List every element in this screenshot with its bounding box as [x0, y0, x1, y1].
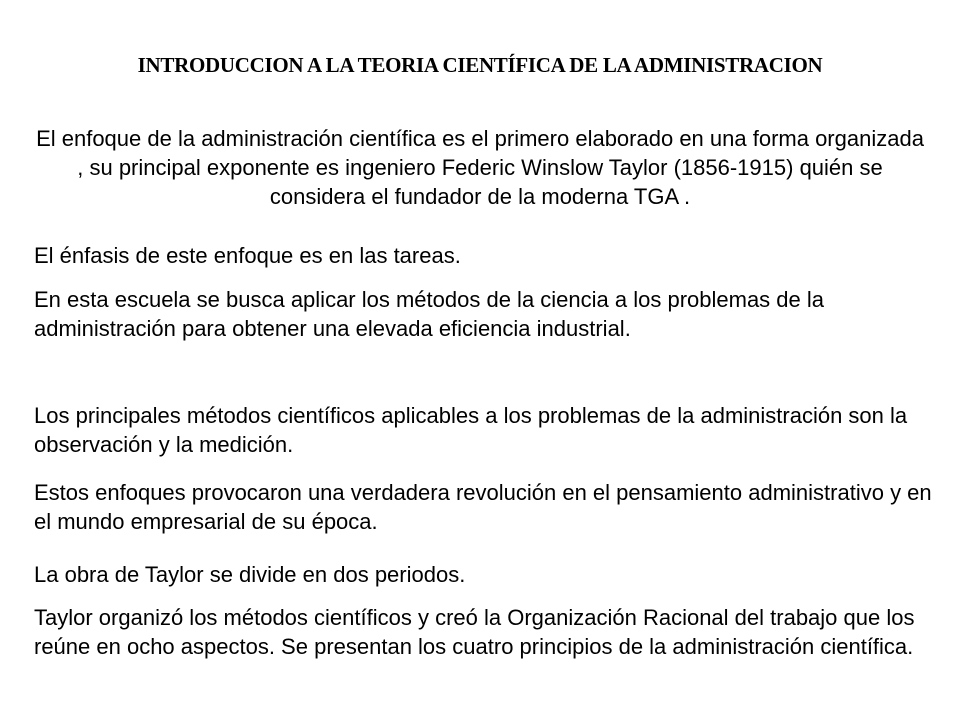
paragraph-science-methods: En esta escuela se busca aplicar los métodos de la ciencia a los problemas de la administración para obtener una elevada eficiencia industrial. — [34, 287, 825, 341]
paragraph-two-periods: La obra de Taylor se divide en dos periodos. — [34, 562, 466, 587]
paragraph-revolution: Estos enfoques provocaron una verdadera revolución en el pensamiento administrativo y en el mundo empresarial de su época. — [34, 480, 932, 534]
paragraph-rational-organization: Taylor organizó los métodos científicos y creó la Organización Racional del trabajo que los reúne en ocho aspectos. Se presentan los cuatro principios de la administración científica. — [34, 605, 915, 659]
slide-title: INTRODUCCION A LA TEORIA CIENTÍFICA DE LA ADMINISTRACION — [137, 53, 823, 77]
paragraph-observation-measurement: Los principales métodos científicos aplicables a los problemas de la administración son la observación y la medición. — [34, 403, 908, 457]
paragraph-tasks-emphasis: El énfasis de este enfoque es en las tareas. — [34, 243, 461, 268]
intro-paragraph: El enfoque de la administración científica es el primero elaborado en una forma organizada , su principal exponente es ingeniero Federic Winslow Taylor (1856-1915) quién se considera el fundador de la moderna TGA . — [36, 126, 924, 209]
